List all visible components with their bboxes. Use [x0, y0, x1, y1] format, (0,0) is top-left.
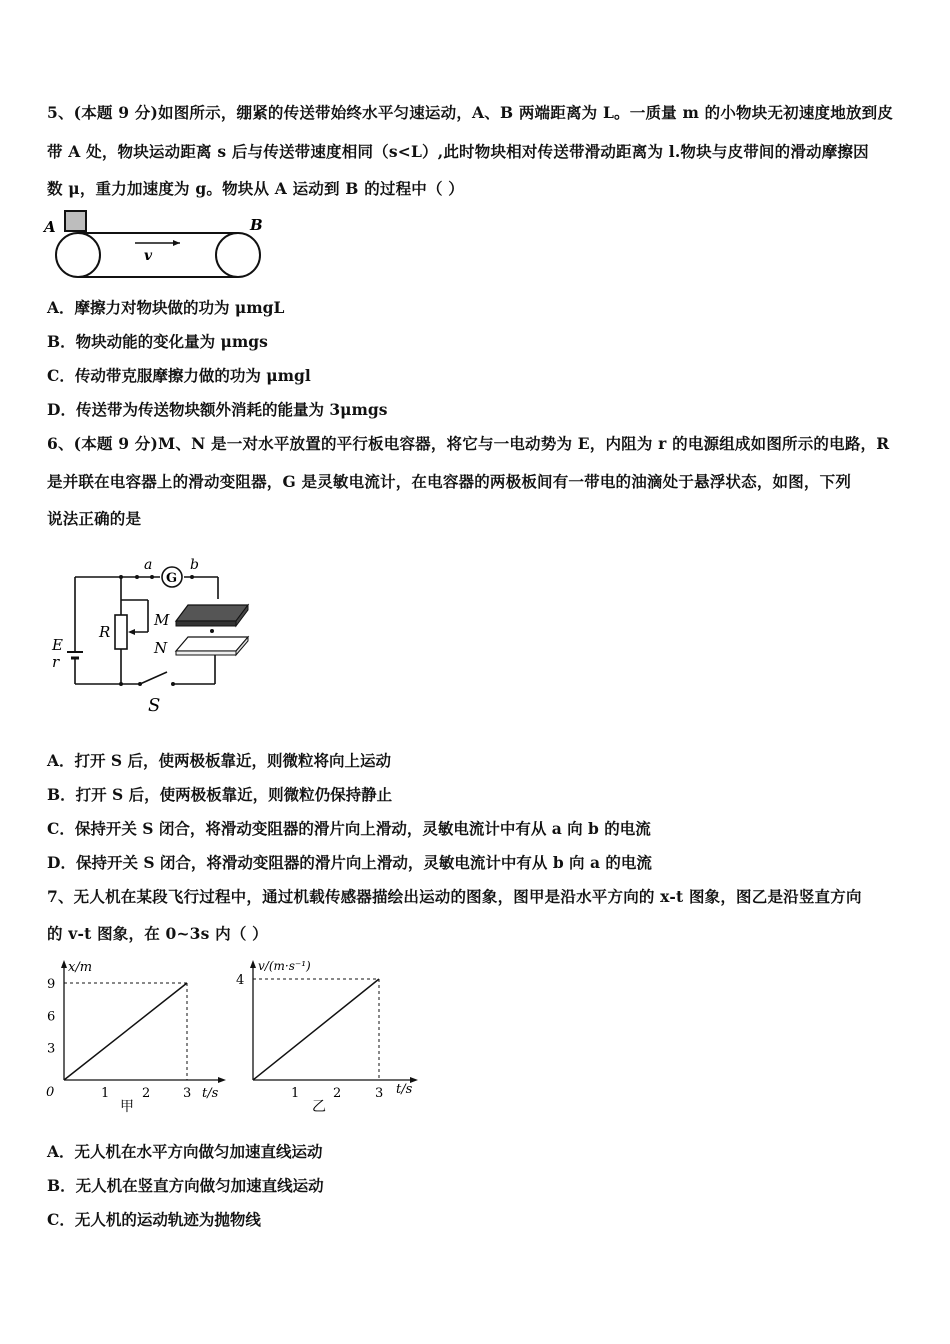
q5-stem-line-2: 带 A 处，物块运动距离 s 后与传送带速度相同（s<L）,此时物块相对传送带滑动距离为 l.物块与皮带间的滑动摩擦因: [47, 142, 869, 161]
q5-option-a: A．摩擦力对物块做的功为 μmgL: [47, 298, 285, 317]
q6-option-b: B．打开 S 后，使两极板靠近，则微粒仍保持静止: [47, 785, 393, 804]
q6-option-a: A．打开 S 后，使两极板靠近，则微粒将向上运动: [47, 751, 392, 770]
q5-option-c: C．传动带克服摩擦力做的功为 μmgl: [47, 366, 311, 385]
chart-caption: 甲: [120, 1099, 134, 1115]
x-tick-2: 2: [142, 1086, 151, 1101]
x-tick-2: 2: [333, 1086, 342, 1101]
chart-caption: 乙: [312, 1099, 326, 1115]
q7-option-a: A．无人机在水平方向做匀加速直线运动: [47, 1142, 323, 1161]
q6-option-d: D．保持开关 S 闭合，将滑动变阻器的滑片向上滑动，灵敏电流计中有从 b 向 a 的电流: [47, 853, 652, 872]
data-line: [253, 979, 379, 1080]
y-axis-label: x/m: [68, 960, 93, 975]
block: [65, 211, 86, 231]
y-tick-6: 6: [47, 1009, 56, 1025]
y-tick-3: 3: [47, 1041, 56, 1057]
q5-option-d: D．传送带为传送物块额外消耗的能量为 3μmgs: [47, 400, 388, 419]
velocity-arrowhead: [173, 240, 180, 246]
q7-stem-line-1: 7、无人机在某段飞行过程中，通过机载传感器描绘出运动的图象，图甲是沿水平方向的 x-t 图象，图乙是沿竖直方向: [47, 887, 862, 906]
oil-drop: [210, 629, 214, 633]
label-b: B: [250, 216, 263, 234]
pulley-left: [56, 233, 100, 277]
data-line: [64, 983, 187, 1080]
v-t-chart: [232, 955, 432, 1120]
q5-stem-line-1: 5、(本题 9 分)如图所示，绷紧的传送带始终水平匀速运动，A、B 两端距离为 L。一质量 m 的小物块无初速度地放到皮: [47, 103, 894, 122]
q7-option-c: C．无人机的运动轨迹为抛物线: [47, 1210, 261, 1229]
label-n: N: [154, 639, 168, 657]
capacitor-circuit-figure: [40, 555, 270, 725]
x-t-chart: [40, 955, 230, 1120]
x-tick-3: 3: [183, 1086, 192, 1101]
label-b-node: b: [190, 557, 199, 573]
q6-stem-line-2: 是并联在电容器上的滑动变阻器，G 是灵敏电流计，在电容器的两极板间有一带电的油滴处于悬浮状态，如图，下列: [47, 472, 852, 491]
label-e: E: [52, 636, 63, 654]
q6-stem-line-3: 说法正确的是: [47, 509, 142, 528]
q6-stem-line-1: 6、(本题 9 分)M、N 是一对水平放置的平行板电容器，将它与一电动势为 E，内阻为 r 的电源组成如图所示的电路，R: [47, 434, 890, 453]
label-a: A: [44, 218, 56, 236]
label-r-internal: r: [52, 653, 60, 671]
q7-option-b: B．无人机在竖直方向做匀加速直线运动: [47, 1176, 324, 1195]
label-v: v: [144, 248, 153, 264]
y-tick-4: 4: [236, 973, 245, 988]
conveyor-belt-figure: [40, 205, 280, 285]
label-r-rheostat: R: [99, 623, 111, 641]
galvanometer-label: G: [166, 571, 178, 586]
pulley-right: [216, 233, 260, 277]
x-tick-3: 3: [375, 1086, 384, 1101]
q7-stem-line-2: 的 v-t 图象，在 0~3s 内（ ）: [47, 924, 268, 943]
label-a-node: a: [144, 557, 153, 573]
q5-stem-line-3: 数 μ，重力加速度为 g。物块从 A 运动到 B 的过程中（ ）: [47, 179, 464, 198]
label-s: S: [148, 695, 161, 716]
x-axis-label: t/s: [396, 1082, 413, 1097]
x-tick-1: 1: [291, 1086, 300, 1101]
q5-option-b: B．物块动能的变化量为 μmgs: [47, 332, 268, 351]
x-axis-label: t/s: [202, 1086, 219, 1101]
q6-option-c: C．保持开关 S 闭合，将滑动变阻器的滑片向上滑动，灵敏电流计中有从 a 向 b 的电流: [47, 819, 651, 838]
x-tick-1: 1: [101, 1086, 110, 1101]
y-axis-label: v/(m·s⁻¹): [258, 959, 311, 973]
y-tick-9: 9: [47, 977, 56, 992]
label-m: M: [154, 611, 170, 629]
origin-label: 0: [46, 1085, 55, 1100]
